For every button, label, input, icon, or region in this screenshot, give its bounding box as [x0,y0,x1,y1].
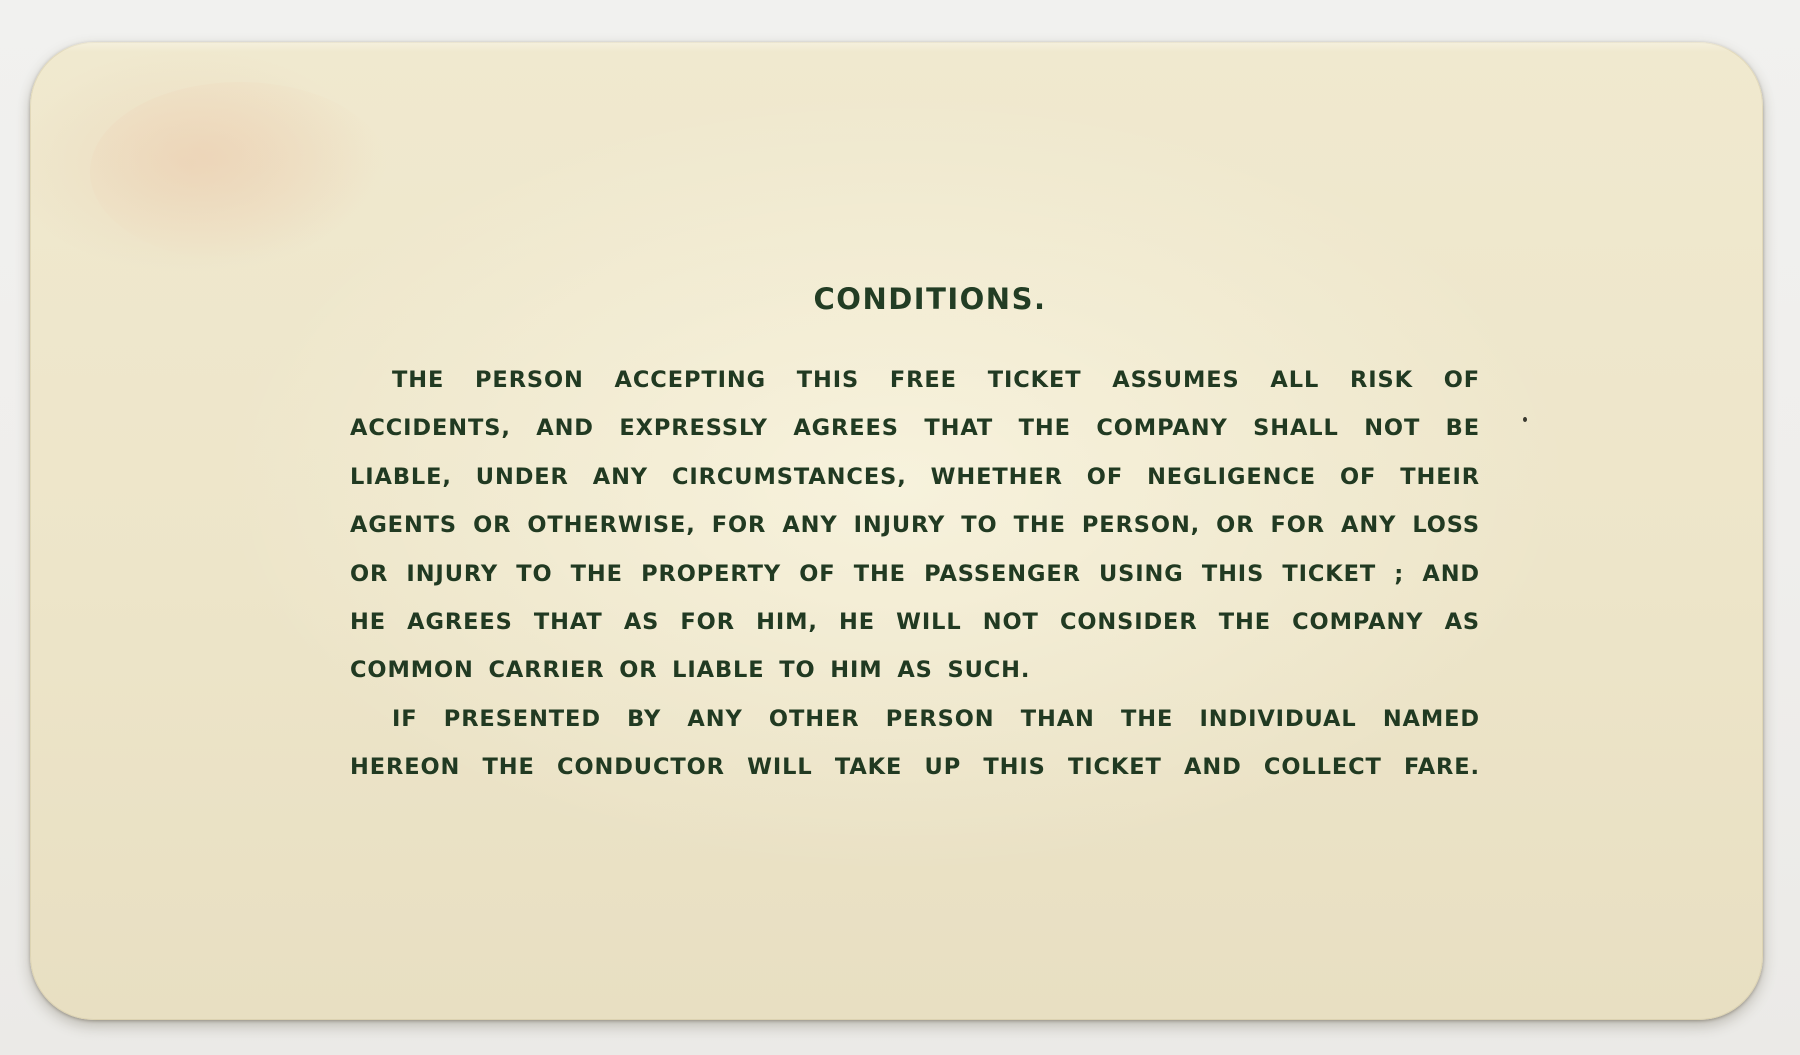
paper-stain [90,82,390,262]
ink-speck [1523,417,1527,422]
conditions-title: CONDITIONS. [813,282,1047,316]
conditions-text-block [350,282,1480,792]
ticket-card [30,42,1763,1020]
liability-paragraph: THE PERSON ACCEPTING THIS FREE TICKET ASSUMES ALL RISK OF ACCIDENTS, AND EXPRESSLY AGREES THAT THE COMPANY SHALL NOT BE LIABLE, UNDER ANY CIRCUMSTANCES, WHETHER OF NEGLIGENCE OF THEIR AGENTS OR OTHERWISE, FOR ANY INJURY TO THE PERSON, OR FOR ANY LOSS OR INJURY TO THE PROPERTY OF THE PASSENGER USING THIS TICKET ; AND HE AGREES THAT AS FOR HIM, HE WILL NOT CONSIDER THE COMPANY AS COMMON CARRIER OR LIABLE TO HIM AS SUCH. [350,367,1480,684]
transfer-paragraph: IF PRESENTED BY ANY OTHER PERSON THAN THE INDIVIDUAL NAMED HEREON THE CONDUCTOR WILL TAKE UP THIS TICKET AND COLLECT FARE. [350,705,1480,781]
